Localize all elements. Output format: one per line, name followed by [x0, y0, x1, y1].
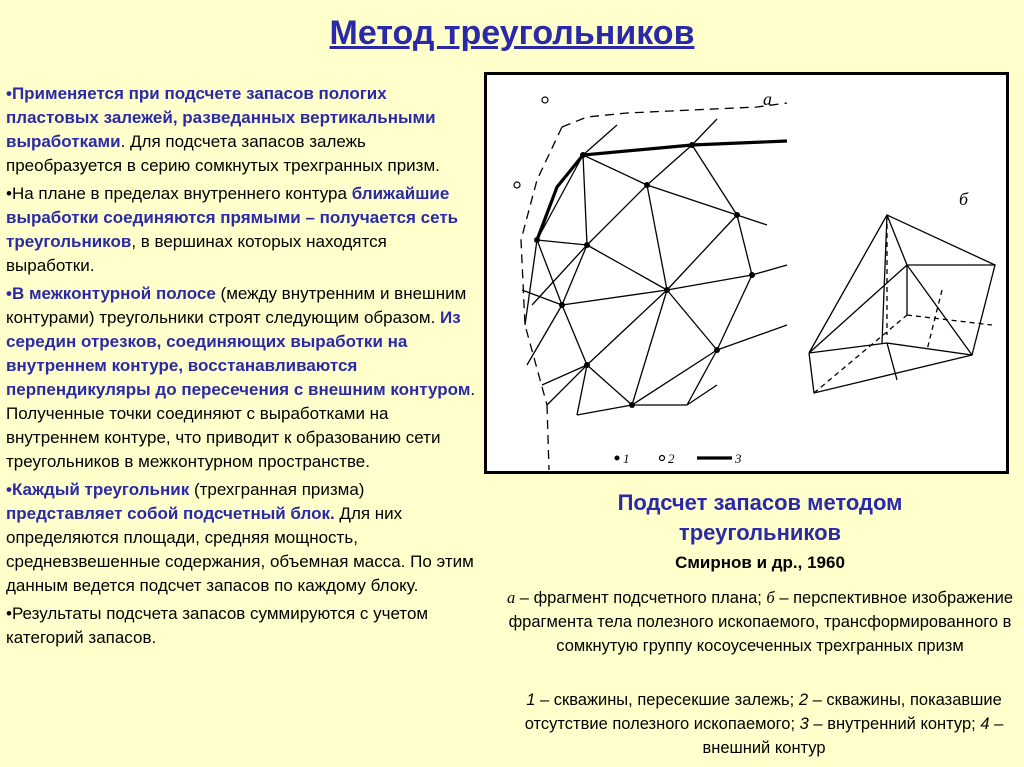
legend-number-3: 3	[799, 715, 809, 733]
well-point	[559, 302, 565, 308]
bullet-application	[6, 82, 478, 178]
well-point	[689, 142, 695, 148]
highlight-text: Применяется при подсчете запасов пологих пластовых залежей, разведанных вертикальными выработками	[6, 84, 436, 151]
empty-well-point	[542, 97, 548, 103]
figure-title: Подсчет запасов методом треугольников	[617, 490, 903, 545]
triangle-method-figure	[484, 72, 1009, 474]
figure-label-b: б	[959, 189, 969, 209]
empty-well-point	[660, 456, 665, 461]
body-text: (трехгранная призма)	[189, 480, 365, 499]
bullet-counting-block	[6, 478, 478, 598]
well-point	[644, 182, 650, 188]
highlight-text: представляет собой подсчетный блок.	[6, 504, 335, 523]
legend-number-1: 1	[526, 691, 536, 709]
well-point	[734, 212, 740, 218]
body-text: . Полученные точки соединяют с выработками на внутреннем контуре, что приводит к образованию сети треугольников в межконтурном пространстве.	[6, 380, 476, 471]
empty-well-point	[514, 182, 520, 188]
body-text: . Для подсчета запасов залежь преобразуется в серию сомкнутых трехгранных призм.	[6, 132, 440, 175]
well-point	[664, 287, 670, 293]
legend-label-1: 1	[623, 451, 630, 466]
body-text: (между внутренним и внешним контурами) треугольники строят следующим образом.	[6, 284, 467, 327]
well-point	[580, 152, 586, 158]
bullet-intercontour-band	[6, 282, 478, 474]
outer-contour-line	[547, 405, 549, 470]
highlight-text: Из середин отрезков, соединяющих выработки на внутреннем контуре, восстанавливаются перпендикуляры до пересечения с внешним контуром	[6, 308, 471, 399]
figure-drawing	[487, 75, 1006, 471]
bullet-marker: •	[6, 480, 12, 499]
caption-letter-b: б	[766, 588, 775, 607]
body-text: •Результаты подсчета запасов суммируются с учетом категорий запасов.	[6, 604, 429, 647]
highlight-text: ближайшие выработки соединяются прямыми – получается сеть треугольников	[6, 184, 459, 251]
well-point	[534, 237, 540, 243]
bullet-summation	[6, 602, 478, 650]
well-point	[584, 242, 590, 248]
figure-caption-legend	[504, 688, 1024, 760]
body-text: , в вершинах которых находятся выработки.	[6, 232, 387, 275]
well-point	[714, 347, 720, 353]
legend-number-2: 2	[798, 691, 809, 709]
caption-text: – скважины, показавшие отсутствие полезного ископаемого;	[524, 691, 1002, 733]
legend-well-sample	[615, 456, 620, 461]
legend-label-2: 2	[668, 451, 675, 466]
well-point	[749, 272, 755, 278]
highlight-text: В межконтурной полосе	[11, 284, 216, 303]
prism-drawing	[809, 215, 995, 393]
highlight-text: Каждый треугольник	[11, 480, 190, 499]
legend-number-4: 4	[980, 715, 990, 733]
well-point	[584, 362, 590, 368]
body-text: •На плане в пределах внутреннего контура	[6, 184, 352, 203]
figure-caption-parts	[504, 586, 1016, 658]
prism-hidden-lines	[814, 215, 992, 393]
caption-text: – скважины, пересекшие залежь;	[535, 691, 799, 709]
figure-label-a: а	[763, 89, 772, 109]
bullet-inner-contour	[6, 182, 478, 278]
figure-author: Смирнов и др., 1960	[675, 553, 845, 572]
triangle-network	[522, 119, 787, 415]
body-text: Для них определяются площади, средняя мощность, средневзвешенные содержания, объемная масса. По этим данным ведется подсчет запасов по каждому блоку.	[6, 504, 474, 595]
left-text-block	[6, 82, 478, 654]
caption-letter-a: а	[506, 588, 516, 607]
bullet-marker: •	[6, 84, 12, 103]
caption-text: – внешний контур	[702, 715, 1004, 757]
caption-text: – перспективное изображение фрагмента тела полезного ископаемого, трансформированного в сомкнутую группу косоусеченных трехгранных призм	[508, 589, 1014, 655]
caption-text: – фрагмент подсчетного плана;	[515, 589, 767, 607]
bullet-marker: •	[6, 284, 12, 303]
caption-text: – внутренний контур;	[808, 715, 981, 733]
well-point	[629, 402, 635, 408]
legend-label-3: 3	[735, 451, 742, 466]
page-title: Метод треугольников	[329, 14, 695, 52]
